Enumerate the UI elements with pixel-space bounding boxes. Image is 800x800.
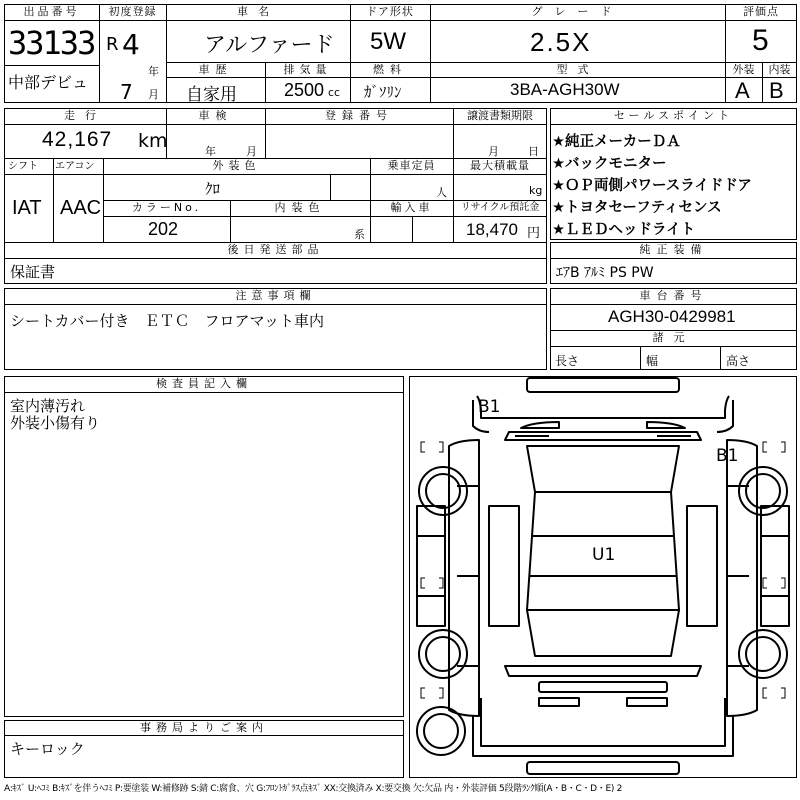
displacement: 2500 — [284, 80, 325, 100]
sales-points-label: セールスポイント — [613, 109, 733, 122]
damage-mark: U1 — [592, 545, 616, 565]
displacement-unit: cc — [328, 86, 341, 99]
damage-mark: B1 — [478, 397, 501, 417]
month-unit: 月 — [148, 88, 159, 101]
mileage-label: 走行 — [64, 109, 106, 122]
color-number-label: カラーNo. — [131, 201, 202, 214]
sales-point-item: ★バックモニター — [552, 156, 667, 172]
inspection-month-unit: 月 — [246, 145, 257, 158]
chassis-number: AGH30-0429981 — [608, 307, 736, 326]
recycle-unit: 円 — [527, 226, 541, 241]
notes-text: シートカバー付き ＥＴＣ フロアマット車内 — [10, 312, 324, 330]
transfer-day-unit: 日 — [528, 145, 539, 158]
lot-number-label: 出品番号 — [23, 5, 80, 18]
fuel-label: 燃料 — [373, 63, 407, 76]
shift-label: シフト — [8, 161, 38, 172]
later-parts-label: 後日発送部品 — [227, 243, 324, 256]
interior-grade: B — [769, 78, 784, 103]
inspector-note: 外装小傷有り — [10, 414, 101, 432]
capacity-label: 乗車定員 — [387, 159, 436, 172]
inspector-note: 室内薄汚れ — [10, 397, 86, 415]
fuel-type: ｶﾞｿﾘﾝ — [364, 83, 402, 101]
model-code-label: 型式 — [556, 63, 599, 76]
chassis-number-label: 車台番号 — [639, 289, 708, 302]
registration-number-label: 登録番号 — [325, 109, 393, 122]
shift: IAT — [12, 197, 42, 219]
car-name-label: 車名 — [237, 5, 279, 18]
grade: 2.5X — [530, 27, 592, 57]
sales-point-item: ★トヨタセーフティセンス — [552, 200, 722, 216]
length-label: 長さ — [555, 354, 580, 368]
capacity-unit: 人 — [436, 186, 447, 199]
registration-year: 4 — [122, 28, 140, 61]
exterior-grade-label: 外装 — [732, 63, 755, 76]
height-label: 高さ — [726, 354, 751, 368]
registration-month: 7 — [120, 80, 133, 104]
overall-score: 5 — [752, 24, 769, 57]
history-label: 車歴 — [198, 63, 233, 76]
history: 自家用 — [186, 85, 237, 105]
aircon-label: エアコン — [55, 161, 95, 172]
score-label: 評価点 — [743, 5, 779, 18]
color-number: 202 — [148, 219, 179, 239]
equipment-list: ｴｱB ｱﾙﾐ PS PW — [556, 265, 654, 281]
sales-point-item: ★ＯＰ両側パワースライドドア — [552, 178, 752, 194]
venue-name: 中部デビュ — [8, 73, 89, 92]
exterior-color-label: 外装色 — [212, 159, 261, 172]
later-parts: 保証書 — [10, 263, 56, 281]
office-note: キーロック — [10, 740, 85, 758]
interior-color-label: 内装色 — [274, 201, 326, 214]
sales-point-item: ★ＬＥＤヘッドライト — [552, 222, 696, 238]
inspection-year-unit: 年 — [205, 145, 216, 158]
max-load-label: 最大積載量 — [470, 159, 530, 172]
notes-label: 注意事項欄 — [235, 289, 316, 302]
transfer-month-unit: 月 — [488, 145, 499, 158]
sales-point-item: ★純正メーカーＤＡ — [552, 134, 681, 150]
width-label: 幅 — [646, 354, 659, 368]
era-letter: R — [106, 34, 119, 55]
door-type: 5W — [370, 28, 406, 55]
interior-color-unit: 系 — [354, 228, 365, 241]
mileage: 42,167 — [42, 128, 113, 151]
transfer-deadline-label: 譲渡書類期限 — [467, 109, 533, 122]
max-load-unit: kg — [529, 184, 543, 197]
inspection-label: 車検 — [198, 109, 233, 122]
year-unit: 年 — [148, 65, 159, 78]
dimensions-label: 諸元 — [652, 331, 695, 344]
exterior-color: ｸﾛ — [205, 180, 221, 198]
recycle-label: リサイクル預託金 — [460, 202, 540, 213]
inspector-label: 検査員記入欄 — [156, 377, 252, 390]
legend-text: A:ｷｽﾞ U:ﾍｺﾐ B:ｷｽﾞを伴うﾍｺﾐ P:要塗装 W:補修跡 S:錆 C:腐食、穴 G:ﾌﾛﾝﾄｶﾞﾗｽ点ｷｽﾞ XX:交換済み X:要交換 欠:欠品 内・外装評価 5段階ﾗﾝｸ順(A・B・C・D・E) 2 — [4, 784, 623, 794]
first-registration-label: 初度登録 — [108, 5, 157, 18]
grade-label: グレード — [531, 5, 624, 18]
equipment-label: 純正装備 — [639, 243, 708, 256]
interior-grade-label: 内装 — [768, 63, 791, 76]
displacement-label: 排気量 — [283, 63, 332, 76]
car-diagram — [409, 376, 797, 778]
office-label: 事務局よりご案内 — [140, 721, 268, 734]
damage-mark: B1 — [716, 446, 739, 466]
exterior-grade: A — [735, 78, 750, 103]
import-label: 輸入車 — [390, 201, 433, 214]
car-name: アルファード — [204, 33, 335, 58]
model-code: 3BA-AGH30W — [510, 80, 620, 99]
door-label: ドア形状 — [366, 5, 414, 18]
recycle-amount: 18,470 — [466, 220, 518, 239]
mileage-unit: km — [138, 130, 168, 152]
lot-number: 33133 — [8, 24, 95, 62]
aircon: AAC — [60, 197, 102, 219]
